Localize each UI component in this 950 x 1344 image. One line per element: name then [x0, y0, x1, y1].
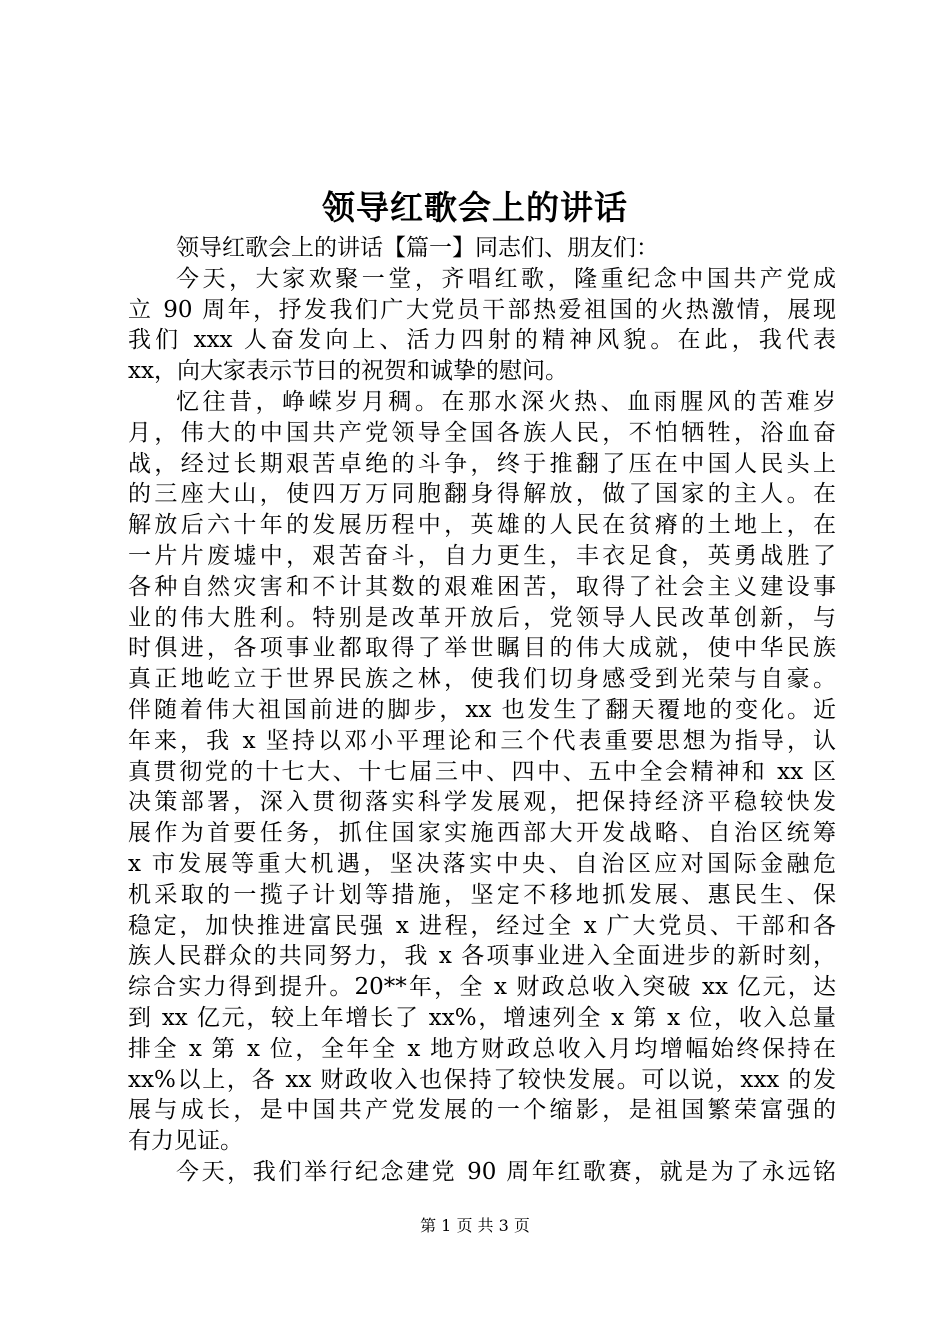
body-text-line: 的三座大山，使四万万同胞翻身得解放，做了国家的主人。在: [128, 481, 836, 508]
document-title: 领导红歌会上的讲话: [322, 188, 628, 227]
body-text-line: 立 90 周年，抒发我们广大党员干部热爱祖国的火热激情，展现: [128, 296, 836, 323]
body-text-line: 年来，我 x 坚持以邓小平理论和三个代表重要思想为指导，认: [128, 727, 836, 754]
body-text-line: 今天，大家欢聚一堂，齐唱红歌，隆重纪念中国共产党成: [176, 265, 836, 292]
body-text-line: 伴随着伟大祖国前进的脚步，xx 也发生了翻天覆地的变化。近: [128, 696, 836, 723]
body-text-line: xx，向大家表示节日的祝贺和诚挚的慰问。: [128, 358, 568, 385]
body-text-line: 战，经过长期艰苦卓绝的斗争，终于推翻了压在中国人民头上: [128, 450, 836, 477]
page-footer: 第 1 页 共 3 页: [420, 1216, 530, 1235]
body-text-line: 族人民群众的共同努力，我 x 各项事业进入全面进步的新时刻，: [128, 943, 836, 970]
body-text-line: 领导红歌会上的讲话【篇一】同志们、朋友们：: [176, 235, 659, 261]
body-text-line: 稳定，加快推进富民强 x 进程，经过全 x 广大党员、干部和各: [128, 912, 836, 939]
body-text-line: 有力见证。: [128, 1128, 243, 1155]
body-text-line: 决策部署，深入贯彻落实科学发展观，把保持经济平稳较快发: [128, 789, 836, 816]
body-text-line: 忆往昔，峥嵘岁月稠。在那水深火热、血雨腥风的苦难岁: [176, 388, 836, 415]
body-text-line: 展与成长，是中国共产党发展的一个缩影，是祖国繁荣富强的: [128, 1097, 836, 1124]
body-text-line: 业的伟大胜利。特别是改革开放后，党领导人民改革创新，与: [128, 604, 836, 631]
body-text-line: 综合实力得到提升。20**年，全 x 财政总收入突破 xx 亿元，达: [128, 974, 836, 1001]
body-text-line: xx%以上，各 xx 财政收入也保持了较快发展。可以说，xxx 的发: [128, 1066, 836, 1093]
body-text-line: 机采取的一揽子计划等措施，坚定不移地抓发展、惠民生、保: [128, 881, 836, 908]
body-text-line: 月，伟大的中国共产党领导全国各族人民，不怕牺牲，浴血奋: [128, 419, 836, 446]
body-text-line: 解放后六十年的发展历程中，英雄的人民在贫瘠的土地上，在: [128, 512, 836, 539]
body-text-line: x 市发展等重大机遇，坚决落实中央、自治区应对国际金融危: [128, 850, 836, 877]
body-text-line: 今天，我们举行纪念建党 90 周年红歌赛，就是为了永远铭: [176, 1158, 836, 1185]
body-text-line: 到 xx 亿元，较上年增长了 xx%，增速列全 x 第 x 位，收入总量: [128, 1004, 836, 1031]
body-text-line: 时俱进，各项事业都取得了举世瞩目的伟大成就，使中华民族: [128, 635, 836, 662]
body-text-line: 一片片废墟中，艰苦奋斗，自力更生，丰衣足食，英勇战胜了: [128, 542, 836, 569]
document-body: [128, 233, 836, 1188]
body-text-line: 各种自然灾害和不计其数的艰难困苦，取得了社会主义建设事: [128, 573, 836, 600]
body-text-line: 真贯彻党的十七大、十七届三中、四中、五中全会精神和 xx 区: [128, 758, 836, 785]
body-text-line: 真正地屹立于世界民族之林，使我们切身感受到光荣与自豪。: [128, 666, 836, 693]
body-text-line: 展作为首要任务，抓住国家实施西部大开发战略、自治区统筹: [128, 820, 836, 847]
body-text-line: 我们 xxx 人奋发向上、活力四射的精神风貌。在此，我代表: [128, 327, 836, 354]
body-text-line: 排全 x 第 x 位，全年全 x 地方财政总收入月均增幅始终保持在: [128, 1035, 836, 1062]
